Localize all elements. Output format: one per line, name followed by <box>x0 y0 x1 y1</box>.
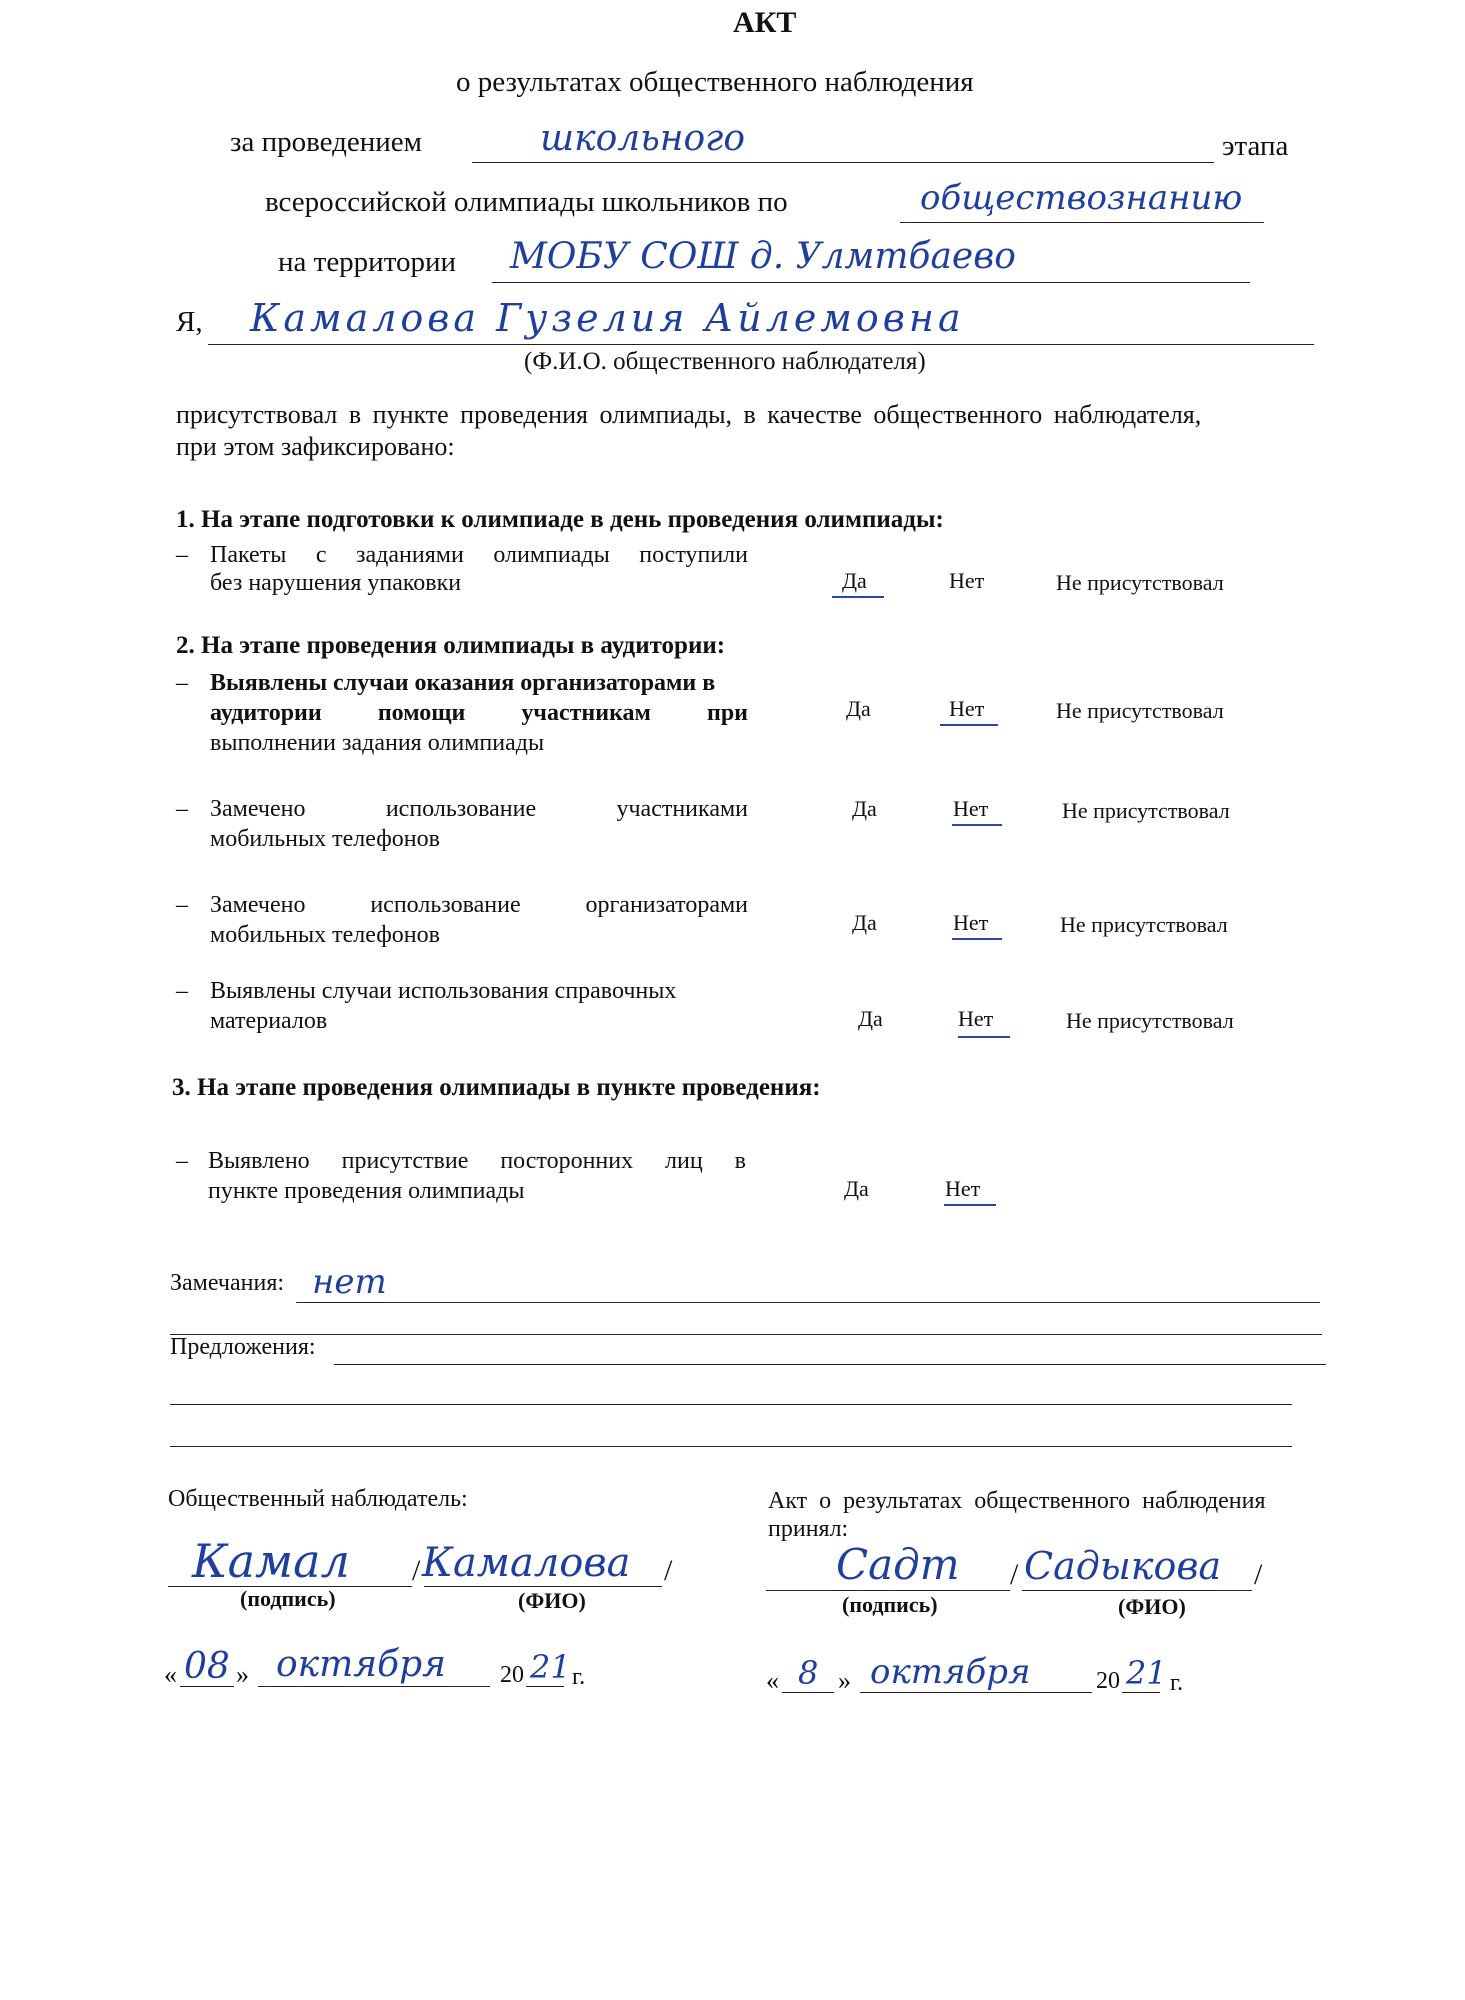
s1-q1-option-absent[interactable]: Не присутствовал <box>1056 570 1224 595</box>
s2-q2-line1: Замечено использование участниками <box>210 796 748 822</box>
s1-q1-line2: без нарушения упаковки <box>210 570 462 596</box>
dash: – <box>176 978 188 1004</box>
acceptor-signature-line[interactable] <box>766 1590 1010 1591</box>
proposals-line-2[interactable] <box>170 1404 1292 1405</box>
observer-year-prefix: 20 <box>500 1662 524 1688</box>
observer-signature: Камал <box>192 1534 350 1588</box>
s2-q3-option-no[interactable]: Нет <box>953 910 989 935</box>
acceptor-year-prefix: 20 <box>1096 1668 1120 1694</box>
s3-q1-option-no[interactable]: Нет <box>945 1176 981 1201</box>
proposals-line[interactable] <box>334 1364 1326 1365</box>
s2-q2-option-no[interactable]: Нет <box>953 796 989 821</box>
territory-label: на территории <box>278 246 457 278</box>
s2-q1-line1: Выявлены случаи оказания организаторами в <box>210 670 716 696</box>
acceptor-date-close-quote: » <box>838 1666 851 1695</box>
acceptor-date-day: 8 <box>798 1654 819 1692</box>
s2-q1-selected-underline <box>940 724 998 726</box>
observer-label: Общественный наблюдатель: <box>168 1486 468 1512</box>
observer-name-line <box>208 344 1314 345</box>
stage-value: школьного <box>540 118 746 159</box>
dash: – <box>176 670 188 696</box>
s1-q1-line1: Пакеты с заданиями олимпиады поступили <box>210 542 748 568</box>
territory-line <box>492 282 1250 283</box>
s2-q1-option-absent[interactable]: Не присутствовал <box>1056 698 1224 723</box>
observer-year-suffix: 21 <box>530 1648 571 1686</box>
s2-q1-option-no[interactable]: Нет <box>949 696 985 721</box>
s2-q4-option-yes[interactable]: Да <box>858 1006 883 1031</box>
s2-q2-line2: мобильных телефонов <box>210 826 440 852</box>
stage-line <box>472 162 1214 163</box>
s2-q2-option-yes[interactable]: Да <box>852 796 877 821</box>
remarks-line-2[interactable] <box>170 1334 1322 1335</box>
acceptor-signature: Садт <box>836 1540 960 1589</box>
olympiad-subject-label: всероссийской олимпиады школьников по <box>265 186 788 218</box>
dash: – <box>176 542 188 568</box>
observer-fio-caption-sig: (ФИО) <box>518 1588 586 1613</box>
observer-fio-caption: (Ф.И.О. общественного наблюдателя) <box>524 348 926 375</box>
s2-q1-line3: выполнении задания олимпиады <box>210 730 545 756</box>
s2-q3-option-yes[interactable]: Да <box>852 910 877 935</box>
stage-label: за проведением <box>230 126 422 158</box>
s3-q1-selected-underline <box>944 1204 996 1206</box>
s3-q1-option-yes[interactable]: Да <box>844 1176 869 1201</box>
stage-suffix: этапа <box>1222 130 1289 162</box>
s2-q4-option-no[interactable]: Нет <box>958 1006 994 1031</box>
s1-q1-option-no[interactable]: Нет <box>949 568 985 593</box>
observer-year-line[interactable] <box>526 1686 564 1687</box>
s1-q1-selected-underline <box>832 596 884 598</box>
acceptor-year-suffix: 21 <box>1126 1654 1167 1692</box>
observer-name-line-sig[interactable] <box>424 1586 662 1587</box>
acceptor-name-line-sig[interactable] <box>1022 1590 1252 1591</box>
section-2-title: 2. На этапе проведения олимпиады в аудитории: <box>176 632 726 659</box>
proposals-line-3[interactable] <box>170 1446 1292 1447</box>
acceptor-fio-caption: (ФИО) <box>1118 1594 1186 1619</box>
s2-q4-option-absent[interactable]: Не присутствовал <box>1066 1008 1234 1033</box>
intro-text-line1: присутствовал в пункте проведения олимпиады, в качестве общественного наблюдателя, <box>176 400 1202 429</box>
territory-value: МОБУ СОШ д. Улмтбаево <box>510 236 1016 277</box>
observer-date-month: октября <box>276 1644 446 1685</box>
observer-date-month-line[interactable] <box>258 1686 490 1687</box>
intro-text-line2: при этом зафиксировано: <box>176 432 455 461</box>
observer-slash-2: / <box>664 1554 673 1587</box>
s2-q1-option-yes[interactable]: Да <box>846 696 871 721</box>
remarks-value: нет <box>312 1262 387 1302</box>
s2-q2-selected-underline <box>952 824 1002 826</box>
observer-name-value: Камалова Гузелия Айлемовна <box>250 296 965 340</box>
subject-line <box>900 222 1264 223</box>
s2-q3-line1: Замечено использование организаторами <box>210 892 748 918</box>
document-title: АКТ <box>733 6 797 39</box>
observer-intro-label: Я, <box>176 306 203 338</box>
acceptor-slash-1: / <box>1010 1558 1019 1591</box>
remarks-line[interactable] <box>296 1302 1320 1303</box>
acceptor-name: Садыкова <box>1024 1544 1222 1588</box>
remarks-label: Замечания: <box>170 1270 285 1296</box>
observer-name: Камалова <box>422 1540 631 1586</box>
acceptor-year-line[interactable] <box>1122 1692 1160 1693</box>
s2-q3-option-absent[interactable]: Не присутствовал <box>1060 912 1228 937</box>
dash: – <box>176 892 188 918</box>
observer-date-day: 08 <box>184 1646 230 1687</box>
acceptor-date-month: октября <box>870 1652 1031 1692</box>
proposals-label: Предложения: <box>170 1334 316 1360</box>
section-3-title: 3. На этапе проведения олимпиады в пункте проведения: <box>172 1074 821 1101</box>
acceptor-label-line1: Акт о результатах общественного наблюдения <box>768 1488 1266 1514</box>
observer-sign-caption: (подпись) <box>240 1586 336 1611</box>
acceptor-year-end: г. <box>1170 1670 1184 1696</box>
section-1-title: 1. На этапе подготовки к олимпиаде в день проведения олимпиады: <box>176 506 944 533</box>
acceptor-date-open-quote: « <box>766 1666 779 1695</box>
s2-q3-line2: мобильных телефонов <box>210 922 440 948</box>
acceptor-sign-caption: (подпись) <box>842 1592 938 1617</box>
s2-q3-selected-underline <box>952 938 1002 940</box>
s2-q4-line2: материалов <box>210 1008 328 1034</box>
s2-q4-line1: Выявлены случаи использования справочных <box>210 978 677 1004</box>
s2-q2-option-absent[interactable]: Не присутствовал <box>1062 798 1230 823</box>
observer-year-end: г. <box>572 1664 586 1690</box>
acceptor-date-month-line[interactable] <box>860 1692 1092 1693</box>
s2-q1-line2: аудитории помощи участникам при <box>210 700 748 726</box>
s3-q1-line1: Выявлено присутствие посторонних лиц в <box>208 1148 746 1174</box>
subject-value: обществознанию <box>920 178 1243 218</box>
observer-slash-1: / <box>412 1554 421 1587</box>
document-subtitle: о результатах общественного наблюдения <box>456 66 974 98</box>
acceptor-slash-2: / <box>1254 1558 1263 1591</box>
acceptor-date-day-line[interactable] <box>782 1692 834 1693</box>
observer-date-close-quote: » <box>236 1660 249 1689</box>
acceptor-label-line2: принял: <box>768 1516 849 1542</box>
s3-q1-line2: пункте проведения олимпиады <box>208 1178 525 1204</box>
observer-date-open-quote: « <box>164 1660 177 1689</box>
dash: – <box>176 1148 188 1174</box>
s1-q1-option-yes[interactable]: Да <box>842 568 867 593</box>
s2-q4-selected-underline <box>958 1036 1010 1038</box>
dash: – <box>176 796 188 822</box>
